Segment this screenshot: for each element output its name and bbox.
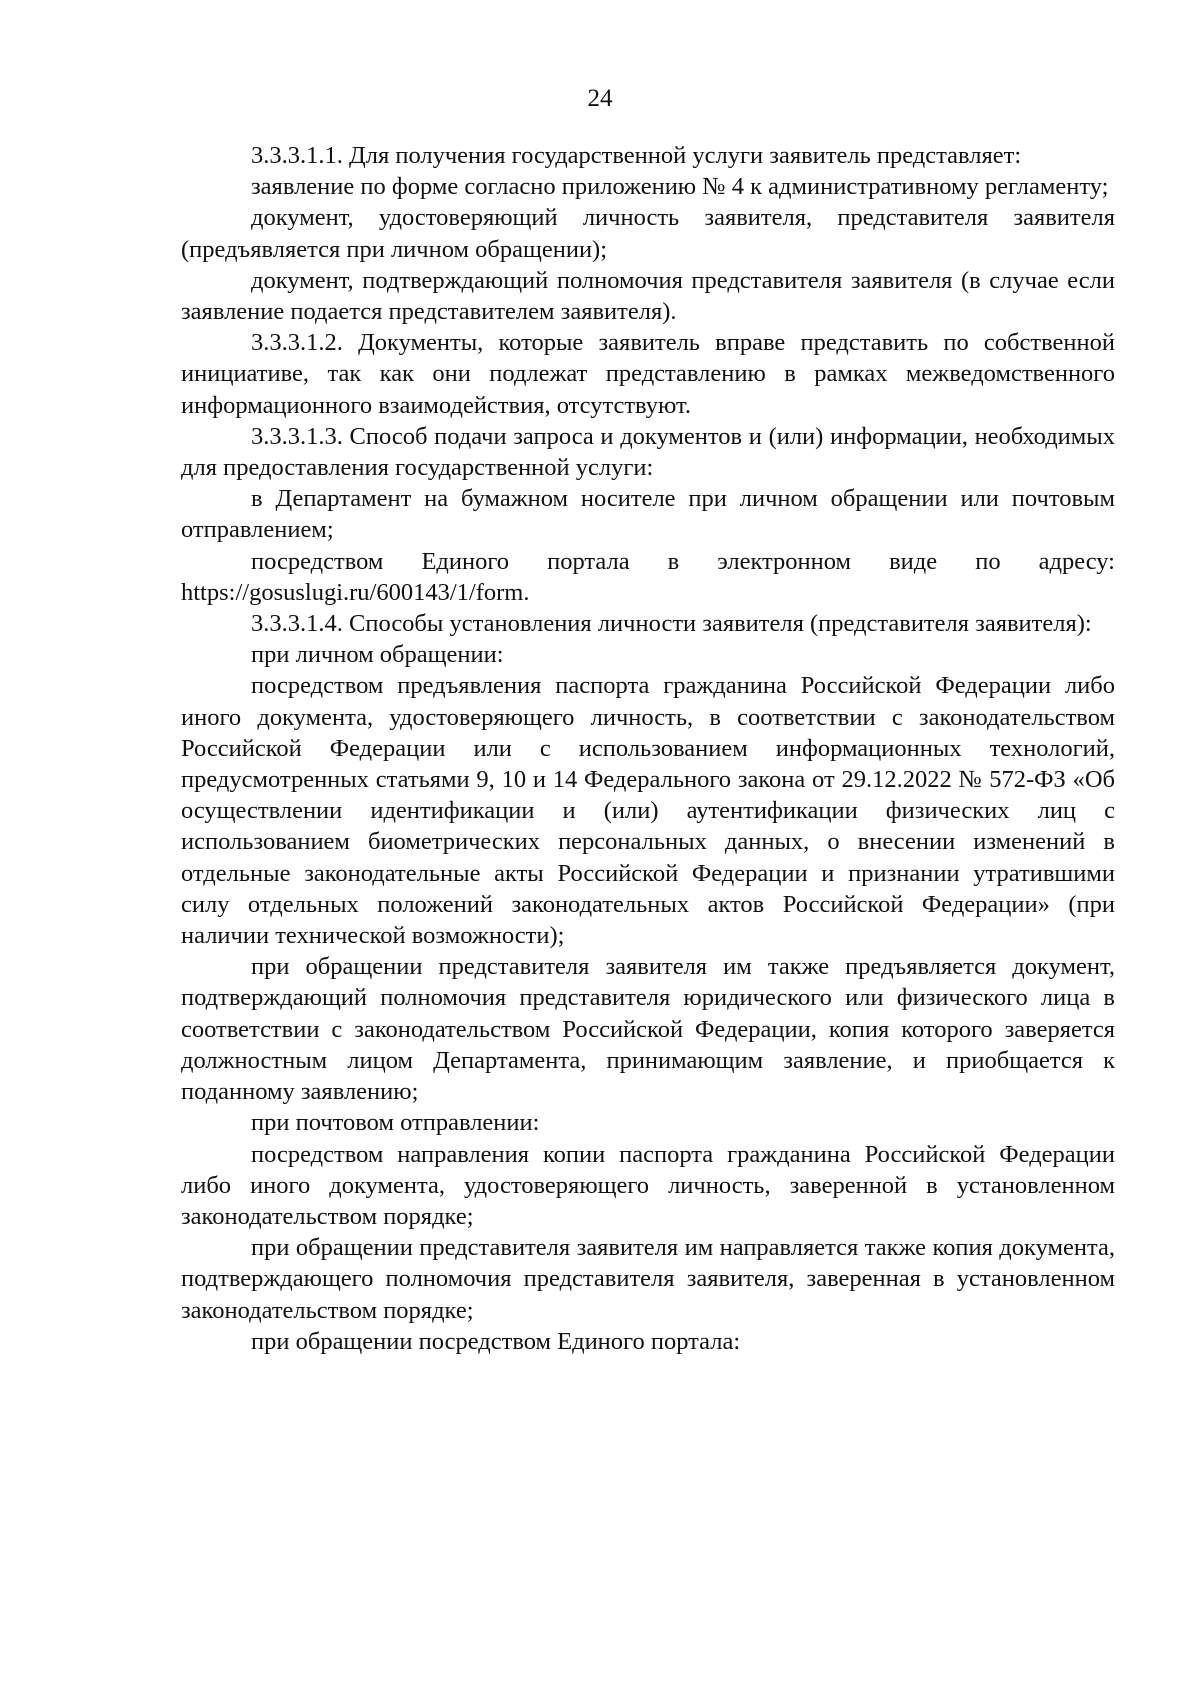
paragraph-representative-copy: при обращении представителя заявителя им направляется также копия документа, подтверждающего полномочия представителя заявителя, заверенная в установленном законодательством порядке; bbox=[181, 1234, 1115, 1324]
paragraph-department-submission: в Департамент на бумажном носителе при личном обращении или почтовым отправлением; bbox=[181, 485, 1115, 544]
paragraph-representative-presentation: при обращении представителя заявителя им также предъявляется документ, подтверждающий полномочия представителя юридического или физического лица в соответствии с законодательством Российской Федерации, копия которого заверяется должностным лицом Департамента, принимающим заявление, и приобщается к поданному заявлению; bbox=[181, 953, 1115, 1106]
paragraph-portal-request: при обращении посредством Единого портала: bbox=[251, 1327, 741, 1355]
document-body bbox=[181, 140, 1115, 1357]
paragraph-identity-document: документ, удостоверяющий личность заявителя, представителя заявителя (предъявляется при личном обращении); bbox=[181, 204, 1115, 263]
paragraph-3-3-3-1-1: 3.3.3.1.1. Для получения государственной услуги заявитель представляет: bbox=[251, 142, 1022, 169]
paragraph-portal-submission: посредством Единого портала в электронном виде по адресу: https://gosuslugi.ru/600143/1/form. bbox=[181, 547, 1115, 606]
paragraph-personal-visit: при личном обращении: bbox=[251, 641, 504, 669]
paragraph-3-3-3-1-3: 3.3.3.1.3. Способ подачи запроса и документов и (или) информации, необходимых для предоставления государственной услуги: bbox=[181, 422, 1115, 482]
paragraph-passport-copy: посредством направления копии паспорта гражданина Российской Федерации либо иного документа, удостоверяющего личность, заверенной в установленном законодательством порядке; bbox=[181, 1140, 1115, 1230]
paragraph-3-3-3-1-2: 3.3.3.1.2. Документы, которые заявитель вправе представить по собственной инициативе, так как они подлежат представлению в рамках межведомственного информационного взаимодействия, отсутствуют. bbox=[181, 329, 1115, 419]
page-number: 24 bbox=[587, 85, 613, 112]
paragraph-3-3-3-1-4: 3.3.3.1.4. Способы установления личности заявителя (представителя заявителя): bbox=[251, 610, 1092, 638]
paragraph-postal-mail: при почтовом отправлении: bbox=[251, 1109, 540, 1137]
paragraph-application-form: заявление по форме согласно приложению № 4 к административному регламенту; bbox=[251, 173, 1109, 201]
paragraph-passport-presentation: посредством предъявления паспорта гражданина Российской Федерации либо иного документа, удостоверяющего личность, в соответствии с законодательством Российской Федерации или с использованием информационных технологий, предусмотренных статьями 9, 10 и 14 Федерального закона от 29.12.2022 № 572-ФЗ «Об осуществлении идентификации и (или) аутентификации физических лиц с использованием биометрических персональных данных, о внесении изменений в отдельные законодательные акты Российской Федерации и признании утратившими силу отдельных положений законодательных актов Российской Федерации» (при наличии технической возможности); bbox=[181, 672, 1115, 950]
paragraph-authority-document: документ, подтверждающий полномочия представителя заявителя (в случае если заявление подается представителем заявителя). bbox=[181, 266, 1115, 326]
